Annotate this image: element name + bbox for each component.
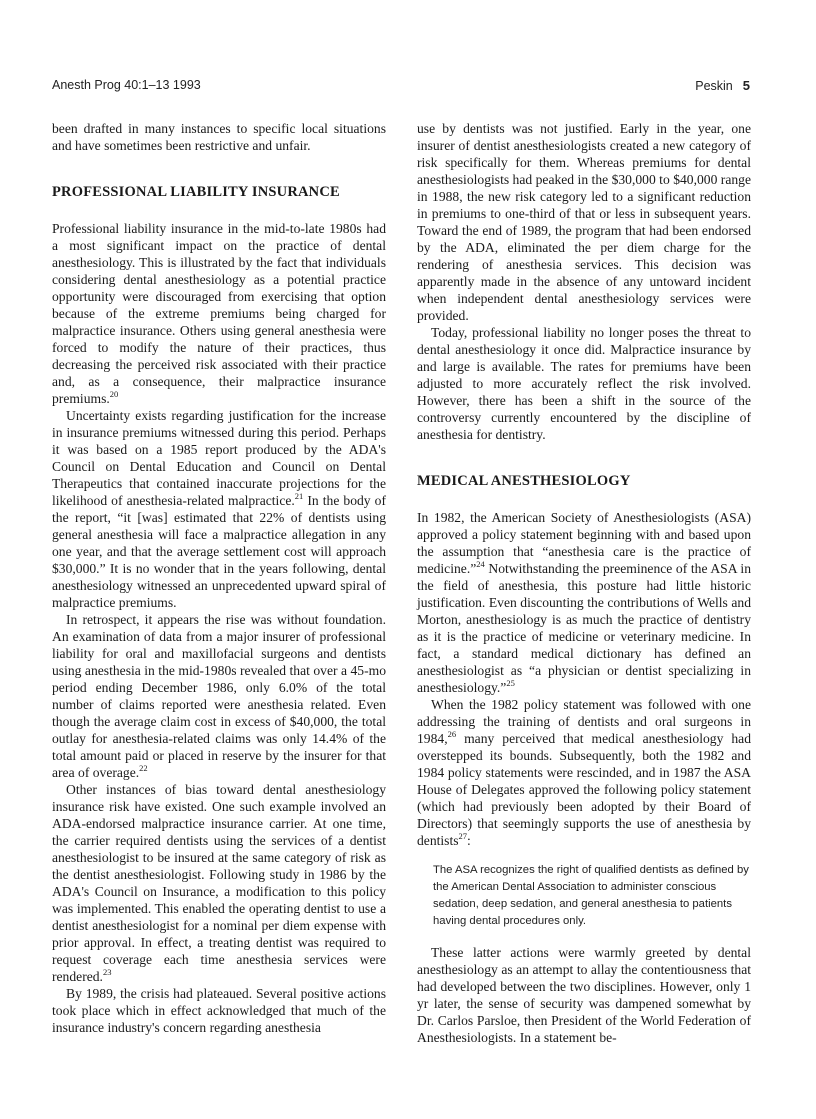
paragraph: [52, 120, 386, 154]
paragraph: [52, 611, 386, 781]
text-run: By 1989, the crisis had plateaued. Several positive actions took place which in effect acknowledged that much of the insurance industry's concern regarding anesthesia: [52, 986, 386, 1035]
section-heading: PROFESSIONAL LIABILITY INSURANCE: [52, 184, 340, 200]
paragraph: [52, 220, 386, 407]
text-run: In retrospect, it appears the rise was without foundation. An examination of data from a major insurer of professional liability for oral and maxillofacial surgeons and dentists using anesthesia in the mid-1980s revealed that over a 45-mo period ending December 1986, only 6.0% of the total number of claims reported were anesthesia related. Even though the average claim cost in excess of $40,000, the total outlay for anesthesia-related claims was only 14.4% of the total amount paid or placed in reserve by the insurer for that area of overage.: [52, 612, 386, 780]
text-run: Professional liability insurance in the mid-to-late 1980s had a most significant impact on the practice of dental anesthesiology. This is illustrated by the fact that individuals considering dental anesthesiology as a potential practice opportunity were discouraged from exercising that option because of the extreme premiums being charged for malpractice insurance. Others using general anesthesia were forced to modify the nature of their practices, thus decreasing the perceived risk associated with their practice and, as a consequence, their malpractice insurance premiums.: [52, 221, 386, 406]
paragraph: [52, 985, 386, 1036]
reference-superscript: 21: [294, 491, 304, 501]
block-quote: [433, 862, 751, 930]
reference-superscript: 20: [109, 389, 119, 399]
text-run: These latter actions were warmly greeted by dental anesthesiology as an attempt to allay the contentiousness that had developed between the two disciplines. However, only 1 yr later, the sense of security was dampened somewhat by Dr. Carlos Parsloe, then President of the World Federation of Anesthesiologists. In a statement be-: [417, 945, 751, 1045]
paragraph: [417, 509, 751, 696]
running-header-right: [695, 78, 750, 93]
text-run: many perceived that medical anesthesiology had overstepped its bounds. Subsequently, both the 1982 and 1984 policy statements were rescinded, and in 1987 the ASA House of Delegates approved the following policy statement (which had previously been adopted by their Board of Directors) that seemingly supports the use of anesthesia by dentists: [417, 731, 751, 848]
text-run: The ASA recognizes the right of qualified dentists as defined by the American Dental Association to administer conscious sedation, deep sedation, and general anesthesia to patients having dental procedures only.: [433, 864, 749, 927]
page-number: 5: [742, 78, 750, 93]
reference-superscript: 22: [139, 763, 148, 773]
paragraph: [417, 120, 751, 324]
text-run: In 1982, the American Society of Anesthesiologists (ASA) approved a policy statement beginning with and based upon the assumption that “anesthesia care is the practice of medicine.”: [417, 510, 751, 576]
paragraph: [417, 944, 751, 1046]
paragraph: [52, 407, 386, 611]
text-run: Notwithstanding the preeminence of the ASA in the field of anesthesia, this posture had little historic justification. Even discounting the contributions of Wells and Morton, anesthesiology is as much the practice of dentistry as it is the practice of medicine or veterinary medicine. In fact, a standard medical dictionary has defined an anesthesiologist as “a physician or dentist specializing in anesthesiology.”: [417, 561, 751, 695]
paragraph: [417, 324, 751, 443]
reference-superscript: 27: [458, 831, 468, 841]
reference-superscript: 23: [102, 967, 112, 977]
paragraph: [417, 696, 751, 849]
text-run: Today, professional liability no longer poses the threat to dental anesthesiology it once did. Malpractice insurance by and large is available. The rates for premiums have been adjusted to more accurately reflect the risk involved. However, there has been a shift in the source of the controversy currently encountered by the discipline of anesthesia for dentistry.: [417, 325, 751, 442]
running-header-author: Peskin: [695, 79, 733, 93]
text-run: :: [467, 833, 471, 848]
left-column: [52, 120, 386, 1036]
reference-superscript: 24: [476, 559, 485, 569]
text-run: Uncertainty exists regarding justification for the increase in insurance premiums witnessed during this period. Perhaps it was based on a 1985 report produced by the ADA's Council on Dental Education and Council on Dental Therapeutics that contained inaccurate projections for the likelihood of anesthesia-related malpractice.: [52, 408, 386, 508]
text-run: been drafted in many instances to specific local situations and have sometimes been restrictive and unfair.: [52, 121, 386, 153]
right-column: [417, 120, 751, 1046]
text-run: In the body of the report, “it [was] estimated that 22% of dentists using general anesthesia will face a malpractice allegation in any one year, and that the average settlement cost will approach $30,000.” It is no wonder that in the years following, dental anesthesiology witnessed an unprecedented upward spiral of malpractice premiums.: [52, 493, 386, 610]
text-run: Other instances of bias toward dental anesthesiology insurance risk have existed. One such example involved an ADA-endorsed malpractice insurance carrier. At one time, the carrier required dentists using the services of a dentist anesthesiologist to be insured at the same category of risk as the dentist anesthesiologist. Following study in 1986 by the ADA's Council on Insurance, a modification to this policy was implemented. This enabled the operating dentist to use a dentist anesthesiologist for a nominal per diem expense with prior approval. In effect, a treating dentist was required to request coverage each time anesthesia services were rendered.: [52, 782, 386, 984]
text-run: use by dentists was not justified. Early in the year, one insurer of dentist anesthesiologists created a new category of risk specifically for them. Whereas premiums for dental anesthesiologists had peaked in the $30,000 to $40,000 range in 1988, the new risk category led to a significant reduction in premiums to one-third of that or less in subsequent years. Toward the end of 1989, the program that had been endorsed by the ADA, eliminated the per diem charge for the rendering of anesthesia services. This decision was apparently made in the absence of any untoward incident when independent dental anesthesiology services were provided.: [417, 121, 751, 323]
running-header-citation: Anesth Prog 40:1–13 1993: [52, 78, 201, 92]
section-heading: MEDICAL ANESTHESIOLOGY: [417, 473, 631, 489]
reference-superscript: 25: [506, 678, 515, 688]
paragraph: [52, 781, 386, 985]
text-run: When the 1982 policy statement was followed with one addressing the training of dentists and oral surgeons in 1984,: [417, 697, 751, 746]
reference-superscript: 26: [447, 729, 457, 739]
